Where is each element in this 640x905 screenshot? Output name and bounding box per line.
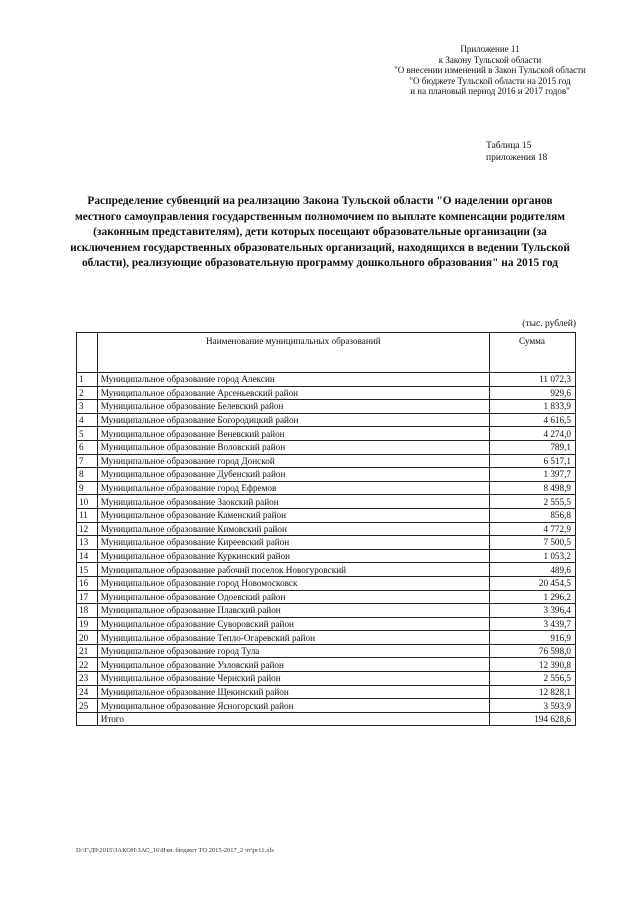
row-name: Муниципальное образование Белевский район	[97, 400, 489, 414]
row-number: 16	[77, 576, 98, 590]
row-sum: 3 593,9	[489, 699, 575, 713]
table-row	[77, 440, 576, 454]
row-number: 7	[77, 454, 98, 468]
row-sum: 20 454,5	[489, 576, 575, 590]
row-sum: 916,9	[489, 631, 575, 645]
table-body	[77, 373, 576, 713]
row-sum: 4 772,9	[489, 522, 575, 536]
row-sum: 12 828,1	[489, 685, 575, 699]
header-sum-cell: Сумма	[489, 333, 575, 373]
table-row	[77, 699, 576, 713]
table-row	[77, 522, 576, 536]
row-sum: 2 555,5	[489, 495, 575, 509]
appendix-number: приложения 18	[486, 153, 548, 163]
row-sum: 4 274,0	[489, 427, 575, 441]
row-name: Муниципальное образование Арсеньевский район	[97, 386, 489, 400]
row-name: Муниципальное образование Тепло-Огаревский район	[97, 631, 489, 645]
row-name: Муниципальное образование Воловский район	[97, 440, 489, 454]
row-name: Муниципальное образование Богородицкий район	[97, 413, 489, 427]
row-sum: 12 390,8	[489, 658, 575, 672]
row-name: Муниципальное образование Суворовский район	[97, 617, 489, 631]
subsidy-table	[76, 332, 576, 726]
row-name: Муниципальное образование Одоевский район	[97, 590, 489, 604]
table-row	[77, 549, 576, 563]
table-row	[77, 373, 576, 387]
row-name: Муниципальное образование Кимовский район	[97, 522, 489, 536]
row-number: 17	[77, 590, 98, 604]
row-sum: 6 517,1	[489, 454, 575, 468]
document-title: Распределение субвенций на реализацию Закона Тульской области "О наделении органов местного самоуправления государственным полномочием по выплате компенсации родителям (законным представителям), дети которых посещают образовательные организации (за исключением государственных образовательных организаций, находящихся в ведении Тульской области), реализующие образовательную программу дошкольного образования" на 2015 год	[70, 195, 570, 269]
row-sum: 929,6	[489, 386, 575, 400]
row-sum: 4 616,5	[489, 413, 575, 427]
appendix-line-5: и на плановый период 2016 и 2017 годов"	[410, 86, 570, 96]
row-number: 4	[77, 413, 98, 427]
total-sum: 194 628,6	[489, 712, 575, 726]
row-sum: 8 498,9	[489, 481, 575, 495]
row-sum: 2 556,5	[489, 672, 575, 686]
row-sum: 76 598,0	[489, 644, 575, 658]
row-number: 20	[77, 631, 98, 645]
table-row	[77, 386, 576, 400]
appendix-line-2: к Закону Тульской области	[438, 54, 542, 65]
table-row	[77, 617, 576, 631]
row-sum: 1 833,9	[489, 400, 575, 414]
row-name: Муниципальное образование Веневский район	[97, 427, 489, 441]
row-sum: 7 500,5	[489, 536, 575, 550]
header-name-cell: Наименование муниципальных образований	[97, 333, 489, 373]
row-name: Муниципальное образование Каменский район	[97, 508, 489, 522]
header-number-cell	[77, 333, 98, 373]
row-number: 25	[77, 699, 98, 713]
row-name: Муниципальное образование Узловский район	[97, 658, 489, 672]
table-row	[77, 604, 576, 618]
table-row	[77, 672, 576, 686]
appendix-line-1: Приложение 11	[460, 44, 520, 54]
total-row	[77, 712, 576, 726]
row-name: Муниципальное образование Куркинский район	[97, 549, 489, 563]
row-number: 8	[77, 468, 98, 482]
row-number: 1	[77, 373, 98, 387]
row-number: 18	[77, 604, 98, 618]
row-number: 2	[77, 386, 98, 400]
row-number: 23	[77, 672, 98, 686]
row-number: 6	[77, 440, 98, 454]
row-sum: 3 396,4	[489, 604, 575, 618]
units-label: (тыс. рублей)	[522, 319, 576, 329]
row-name: Муниципальное образование город Тула	[97, 644, 489, 658]
table-number: Таблица 15	[486, 141, 532, 151]
row-number: 11	[77, 508, 98, 522]
table-row	[77, 590, 576, 604]
row-sum: 3 439,7	[489, 617, 575, 631]
row-name: Муниципальное образование Дубенский район	[97, 468, 489, 482]
table-row	[77, 468, 576, 482]
table-row	[77, 631, 576, 645]
row-sum: 1 053,2	[489, 549, 575, 563]
row-number: 19	[77, 617, 98, 631]
row-sum: 1 397,7	[489, 468, 575, 482]
appendix-line-4: "О бюджете Тульской области на 2015 год	[409, 75, 571, 86]
table-row	[77, 658, 576, 672]
row-number: 5	[77, 427, 98, 441]
row-name: Муниципальное образование Киреевский район	[97, 536, 489, 550]
row-name: Муниципальное образование Чернский район	[97, 672, 489, 686]
row-name: Муниципальное образование город Новомосковск	[97, 576, 489, 590]
table-header-row	[77, 333, 576, 373]
table-reference	[486, 140, 596, 164]
row-name: Муниципальное образование город Ефремов	[97, 481, 489, 495]
total-label: Итого	[97, 712, 489, 726]
row-name: Муниципальное образование Плавский район	[97, 604, 489, 618]
row-sum: 789,1	[489, 440, 575, 454]
file-path-footer: D:\Г\Д9\2015\ЗАКОН\ЗАС_16\Изм. бюджет ТО 2015-2017_2 чт\pr11.xls	[76, 847, 274, 854]
table-row	[77, 508, 576, 522]
table-row	[77, 481, 576, 495]
table-row	[77, 495, 576, 509]
total-number-cell	[77, 712, 98, 726]
row-sum: 489,6	[489, 563, 575, 577]
table-row	[77, 536, 576, 550]
row-name: Муниципальное образование рабочий поселок Новогуровский	[97, 563, 489, 577]
table-row	[77, 454, 576, 468]
row-number: 14	[77, 549, 98, 563]
table-row	[77, 400, 576, 414]
row-name: Муниципальное образование Щекинский район	[97, 685, 489, 699]
row-number: 9	[77, 481, 98, 495]
row-number: 15	[77, 563, 98, 577]
row-sum: 856,8	[489, 508, 575, 522]
table-row	[77, 563, 576, 577]
row-number: 21	[77, 644, 98, 658]
row-name: Муниципальное образование Ясногорский район	[97, 699, 489, 713]
row-name: Муниципальное образование Заокский район	[97, 495, 489, 509]
table-row	[77, 413, 576, 427]
row-sum: 1 296,2	[489, 590, 575, 604]
row-number: 22	[77, 658, 98, 672]
table-row	[77, 576, 576, 590]
appendix-line-3: "О внесении изменений в Закон Тульской области	[394, 65, 586, 75]
row-sum: 11 072,3	[489, 373, 575, 387]
row-number: 24	[77, 685, 98, 699]
row-number: 13	[77, 536, 98, 550]
row-name: Муниципальное образование город Донской	[97, 454, 489, 468]
table-row	[77, 644, 576, 658]
row-name: Муниципальное образование город Алексин	[97, 373, 489, 387]
row-number: 12	[77, 522, 98, 536]
table-row	[77, 427, 576, 441]
table-row	[77, 685, 576, 699]
row-number: 10	[77, 495, 98, 509]
row-number: 3	[77, 400, 98, 414]
appendix-header	[340, 44, 640, 97]
